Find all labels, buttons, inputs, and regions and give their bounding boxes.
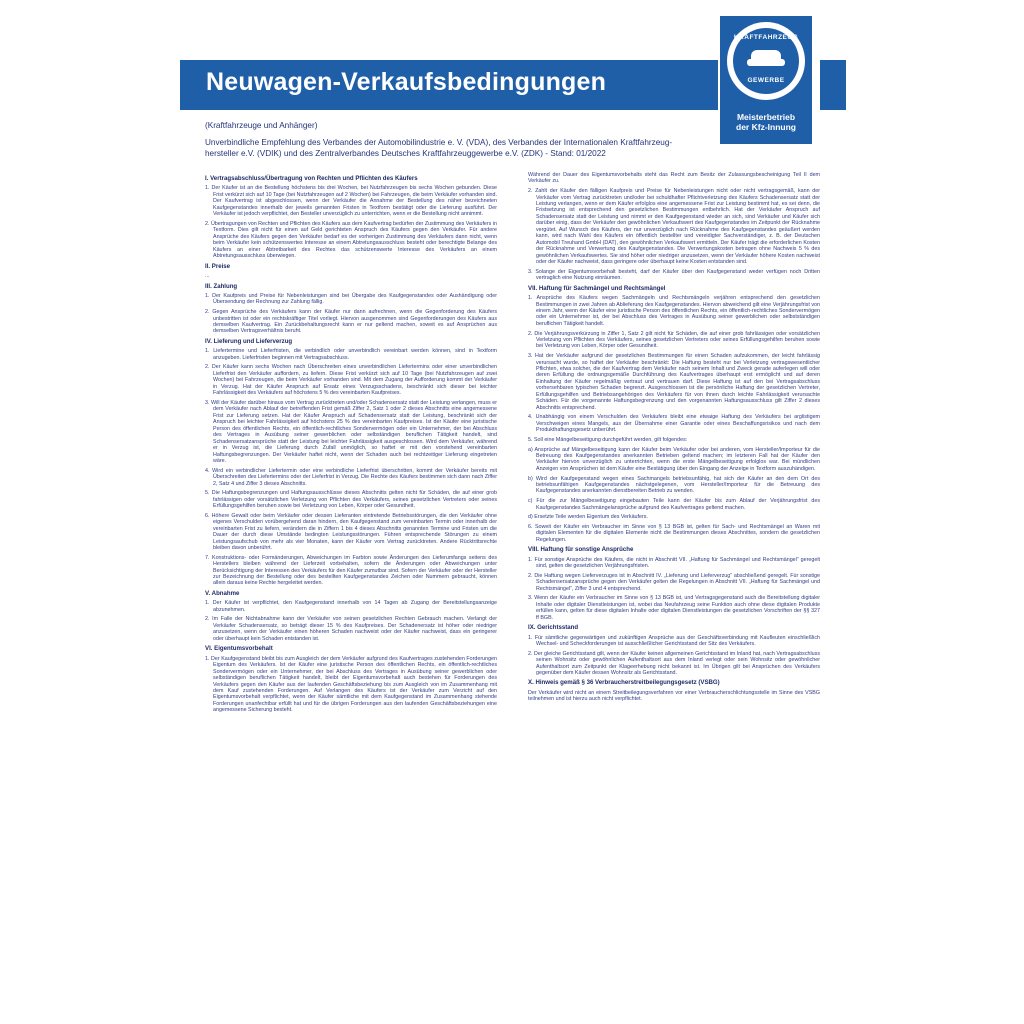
paragraph: b) Wird der Kaufgegenstand wegen eines Sachmangels betriebsunfähig, hat sich der Käufer an den dem Ort des betriebsunfähigen Kaufgegenstandes nächstgelegenen, vom Hersteller/Importeur für die Betreuung des Kaufgegenstandes anerkannten dienstbereiten Betrieb zu wenden. [528,475,820,495]
paragraph: 1. Der Kaufgegenstand bleibt bis zum Ausgleich der dem Verkäufer aufgrund des Kaufvertrages zustehenden Forderungen Eigentum des Verkäufers. Ist der Käufer eine juristische Person des öffentlichen Rechts, ein öffentlich-rechtliches Sondervermögen oder ein Unternehmer, der bei Abschluss des Vertrages in Ausübung seiner gewerblichen oder selbständigen beruflichen Tätigkeit handelt, bleibt der Eigentumsvorbehalt auch bestehen für Forderungen des Verkäufers gegen den Käufer aus der laufenden Geschäftsbeziehung bis zum Ausgleich von im Zusammenhang mit dem Kauf zustehenden Forderungen. Auf Verlangen des Käufers ist der Verkäufer zum Verzicht auf den Eigentumsvorbehalt verpflichtet, wenn der Käufer sämtliche mit dem Kaufgegenstand im Zusammenhang stehende Forderungen unanfechtbar erfüllt hat und für die übrigen Forderungen aus den laufenden Geschäftsbeziehungen eine angemessene Sicherung besteht. [205,655,497,714]
paragraph: 2. Die Haftung wegen Lieferverzuges ist in Abschnitt IV. „Lieferung und Lieferverzug“ abschließend geregelt. Für sonstige Schadensersatzansprüche gegen den Verkäufer gelten die Regelungen in Abschnitt VII. „Haftung für Sachmängel und Rechtsmängel“, Ziffer 3 und 4 entsprechend. [528,572,820,592]
paragraph: 5. Die Haftungsbegrenzungen und Haftungsausschlüsse dieses Abschnitts gelten nicht für Schäden, die auf einer grob fahrlässigen oder vorsätzlichen Verletzung von Pflichten des Verkäufers, seines gesetzlichen Vertreters oder seines Erfüllungsgehilfen beruhen sowie bei Verletzung von Leben, Körper oder Gesundheit. [205,490,497,510]
section-heading: X. Hinweis gemäß § 36 Verbraucherstreitbeilegungsgesetz (VSBG) [528,679,720,687]
paragraph: d) Ersetzte Teile werden Eigentum des Verkäufers. [528,514,648,521]
paragraph: 3. Hat der Verkäufer aufgrund der gesetzlichen Bestimmungen für einen Schaden aufzukommen, der leicht fahrlässig verursacht wurde, so haftet der Verkäufer beschränkt: Die Haftung besteht nur bei Verletzung vertragswesentlicher Pflichten, etwa solcher, die der Kaufvertrag dem Verkäufer nach seinem Inhalt und Zweck gerade auferlegen will oder deren Erfüllung die ordnungsgemäße Durchführung des Kaufvertrages überhaupt erst ermöglicht und auf deren Einhaltung der Käufer regelmäßig vertraut und vertrauen darf. Diese Haftung ist auf den bei Vertragsabschluss vorhersehbaren typischen Schaden begrenzt. Ausgeschlossen ist die persönliche Haftung der gesetzlichen Vertreter, Erfüllungsgehilfen und Betriebsangehörigen des Verkäufers für von ihnen durch leichte Fahrlässigkeit verursachte Schäden. Für die vorgenannte Haftungsbegrenzung und den vorgenannten Haftungsausschluss gilt Ziffer 2 dieses Abschnitts entsprechend. [528,353,820,411]
paragraph: 3. Solange der Eigentumsvorbehalt besteht, darf der Käufer über den Kaufgegenstand weder verfügen noch Dritten vertraglich eine Nutzung einräumen. [528,268,820,282]
paragraph: 1. Der Kaufpreis und Preise für Nebenleistungen sind bei Übergabe des Kaufgegenstandes oder Aushändigung oder Übersendung der Rechnung zur Zahlung fällig. [205,292,497,306]
paragraph: 2. Die Verjährungsverkürzung in Ziffer 1, Satz 2 gilt nicht für Schäden, die auf einer grob fahrlässigen oder vorsätzlichen Verletzung von Pflichten des Verkäufers, seines gesetzlichen Vertreters oder seines Erfüllungsgehilfen beruhen sowie bei Verletzung von Leben, Körper oder Gesundheit. [528,330,820,350]
paragraph: 1. Der Käufer ist an die Bestellung höchstens bis drei Wochen, bei Nutzfahrzeugen bis sechs Wochen gebunden. Diese Frist verkürzt sich auf 10 Tage (bei Nutzfahrzeugen auf 2 Wochen) bei Fahrzeugen, die beim Verkäufer vorhanden sind. Der Kaufvertrag ist abgeschlossen, wenn der Verkäufer die Annahme der Bestellung des näher bezeichneten Kaufgegenstandes innerhalb der jeweils genannten Fristen in Textform bestätigt oder die Lieferung ausführt. Der Verkäufer ist jedoch verpflichtet, den Besteller unverzüglich zu unterrichten, wenn er die Bestellung nicht annimmt. [205,185,497,218]
section-heading: I. Vertragsabschluss/Übertragung von Rechten und Pflichten des Käufers [205,175,418,182]
paragraph: 2. Im Falle der Nichtabnahme kann der Verkäufer von seinen gesetzlichen Rechten Gebrauch machen. Verlangt der Verkäufer Schadensersatz, so beträgt dieser 15 % des Kaufpreises. Der Schadenersatz ist höher oder niedriger anzusetzen, wenn der Verkäufer einen höheren Schaden nachweist oder der Käufer nachweist, dass ein geringerer oder überhaupt kein Schaden entstanden ist. [205,616,497,642]
paragraph: 7. Konstruktions- oder Formänderungen, Abweichungen im Farbton sowie Änderungen des Lieferumfangs seitens des Herstellers bleiben während der Lieferzeit vorbehalten, sofern die Änderungen oder Abweichungen unter Berücksichtigung der Interessen des Verkäufers für den Käufer zumutbar sind. Sofern der Verkäufer oder der Hersteller zur Bezeichnung der Bestellung oder des bestellten Kaufgegenstandes Zeichen oder Nummern gebraucht, können allein daraus keine Rechte hergeleitet werden. [205,554,497,587]
paragraph: 2. Der gleiche Gerichtsstand gilt, wenn der Käufer keinen allgemeinen Gerichtsstand im Inland hat, nach Vertragsabschluss seinen Wohnsitz oder gewöhnlichen Aufenthaltsort aus dem Inland verlegt oder sein Wohnsitz oder gewöhnlicher Aufenthaltsort zum Zeitpunkt der Klageerhebung nicht bekannt ist. Im Übrigen gilt bei Ansprüchen des Verkäufers gegenüber dem Käufer dessen Wohnsitz als Gerichtsstand. [528,650,820,676]
paragraph: 4. Wird ein verbindlicher Liefertermin oder eine verbindliche Lieferfrist überschritten, kommt der Verkäufer bereits mit Überschreiten des Liefertermins oder der Lieferfrist in Verzug. Die Rechte des Käufers bestimmen sich dann nach Ziffer 2, Satz 4 und Ziffer 3 dieses Abschnitts. [205,467,497,487]
paragraph: 6. Soweit der Käufer ein Verbraucher im Sinne von § 13 BGB ist, gelten für Sach- und Rechtsmängel an Waren mit digitalen Elementen für die digitalen Elemente nicht die Bestimmungen dieses Abschnittes, sondern die gesetzlichen Regelungen. [528,523,820,543]
subtitle: (Kraftfahrzeuge und Anhänger) Unverbindliche Empfehlung des Verbandes der Automobilindustrie e. V. (VDA), des Verbandes der Internationalen Kraftfahrzeug- hersteller e.V. (VDIK) und des Zentralverbandes Deutsches Kraftfahrzeuggewerbe e.V. (ZDK) - Stand: 01/2022 [205,121,673,158]
paragraph: 3. Wenn der Käufer ein Verbraucher im Sinne von § 13 BGB ist, und Vertragsgegenstand auch die Bereitstellung digitaler Inhalte oder digitaler Dienstleistungen ist, wobei das Neufahrzeug seine Funktion auch ohne diese digitalen Produkte erfüllen kann, gelten für diese digitalen Inhalte oder digitalen Dienstleistungen die gesetzlichen Vorschriften der §§ 327 ff BGB. [528,595,820,621]
seal-bottom-text: GEWERBE [747,77,785,84]
paragraph: ... [205,273,210,280]
paragraph: 1. Liefertermine und Lieferfristen, die verbindlich oder unverbindlich vereinbart werden können, sind in Textform anzugeben. Lieferfristen beginnen mit Vertragsabschluss. [205,348,497,361]
page-title: Neuwagen-Verkaufsbedingungen [206,68,607,96]
title-bar-tail [820,60,846,110]
paragraph: 1. Für sonstige Ansprüche des Käufers, die nicht in Abschnitt VII. „Haftung für Sachmängel und Rechtsmängel“ geregelt sind, gelten die gesetzlichen Verjährungsfristen. [528,556,820,570]
paragraph: 2. Gegen Ansprüche des Verkäufers kann der Käufer nur dann aufrechnen, wenn die Gegenforderung des Käufers unbestritten ist oder ein rechtskräftiger Titel vorliegt. Hiervon ausgenommen sind Gegenforderungen des Käufers aus demselben Kaufvertrag. Ein Zurückbehaltungsrecht kann er nur geltend machen, soweit es auf Ansprüchen aus demselben Vertragsverhältnis beruht. [205,309,497,335]
section-heading: V. Abnahme [205,589,240,597]
guild-seal [727,22,805,100]
section-heading: VII. Haftung für Sachmängel und Rechtsmängel [528,284,666,292]
paragraph: 1. Der Käufer ist verpflichtet, den Kaufgegenstand innerhalb von 14 Tagen ab Zugang der Bereitstellungsanzeige abzunehmen. [205,600,497,613]
paragraph: 4. Unabhängig von einem Verschulden des Verkäufers bleibt eine etwaige Haftung des Verkäufers bei arglistigem Verschweigen eines Mangels, aus der Übernahme einer Garantie oder eines Beschaffungsrisikos und nach dem Produkthaftungsgesetz unberührt. [528,414,820,434]
right-column [528,172,820,706]
paragraph: 1. Für sämtliche gegenwärtigen und zukünftigen Ansprüche aus der Geschäftsverbindung mit Kaufleuten einschließlich Wechsel- und Scheckforderungen ist ausschließlicher Gerichtsstand der Sitz des Verkäufers. [528,634,820,647]
section-heading: IV. Lieferung und Lieferverzug [205,337,293,345]
paragraph: a) Ansprüche auf Mängelbeseitigung kann der Käufer beim Verkäufer oder bei anderen, vom Hersteller/Importeur für die Betreuung des Kaufgegenstandes anerkannten Betrieben geltend machen; im letzteren Fall hat der Käufer den Verkäufer hiervon unverzüglich zu unterrichten, wenn die erste Mängelbeseitigung erfolglos war. Bei mündlichen Anzeigen von Ansprüchen ist dem Käufer eine Bestätigung über den Eingang der Anzeige in Textform auszuhändigen. [528,446,820,472]
paragraph: 2. Zahlt der Käufer den fälligen Kaufpreis und Preise für Nebenleistungen nicht oder nicht vertragsgemäß, kann der Verkäufer vom Vertrag zurücktreten und/oder bei schuldhafter Pflichtverletzung des Käufers Schadensersatz statt der Leistung verlangen, wenn er dem Käufer erfolglos eine angemessene Frist zur Leistung bestimmt hat, es sei denn, die Fristsetzung ist entsprechend den gesetzlichen Bestimmungen entbehrlich. Hat der Verkäufer Anspruch auf Schadensersatz statt der Leistung und nimmt er den Kaufgegenstand wieder an sich, sind Verkäufer und Käufer sich darüber einig, dass der Verkäufer den gewöhnlichen Verkaufswert des Kaufgegenstandes im Zeitpunkt der Rücknahme vergütet. Auf Wunsch des Käufers, der nur unverzüglich nach Rücknahme des Kaufgegenstandes geäußert werden kann, wird nach Wahl des Käufers ein öffentlich bestellter und vereidigter Sachverständiger, z. B. der Deutschen Automobil Treuhand GmbH (DAT), den gewöhnlichen Verkaufswert ermitteln. Der Käufer trägt die erforderlichen Kosten der Rücknahme und Verwertung des Kaufgegenstandes. Die Verwertungskosten betragen ohne Nachweis 5 % des gewöhnlichen Verkaufswertes. Sie sind höher oder niedriger anzusetzen, wenn der Verkäufer höhere Kosten nachweist oder der Käufer nachweist, dass geringere oder überhaupt keine Kosten entstanden sind. [528,188,820,266]
paragraph: c) Für die zur Mängelbeseitigung eingebauten Teile kann der Käufer bis zum Ablauf der Verjährungsfrist des Kaufgegenstandes Sachmängelansprüche aufgrund des Kaufvertrages geltend machen. [528,498,820,511]
section-heading: III. Zahlung [205,282,238,290]
section-heading: II. Preise [205,262,231,270]
paragraph: Der Verkäufer wird nicht an einem Streitbeilegungsverfahren vor einer Verbraucherschlichtungsstelle im Sinne des VSBG teilnehmen und ist hierzu auch nicht verpflichtet. [528,689,820,703]
paragraph: 5. Soll eine Mängelbeseitigung durchgeführt werden, gilt folgendes: [528,436,688,443]
paragraph: 2. Übertragungen von Rechten und Pflichten des Käufers aus dem Kaufvertrag bedürfen der Zustimmung des Verkäufers in Textform. Dies gilt nicht für einen auf Geld gerichteten Anspruch des Käufers gegen den Verkäufer. Für andere Ansprüche des Käufers gegen den Verkäufer bedarf es der vorherigen Zustimmung des Verkäufers dann nicht, wenn beim Verkäufer kein schützenswertes Interesse an einem Abtretungsausschluss besteht oder berechtigte Belange des Käufers an einer Abtretbarkeit des Rechtes das schützenswerte Interesse des Verkäufers an einem Abtretungsausschluss überwiegen. [205,220,497,260]
left-column [205,172,497,717]
paragraph: Während der Dauer des Eigentumsvorbehalts steht das Recht zum Besitz der Zulassungsbescheinigung Teil II dem Verkäufer zu. [528,172,820,185]
paragraph: 1. Ansprüche des Käufers wegen Sachmängeln und Rechtsmängeln verjähren entsprechend den gesetzlichen Bestimmungen in zwei Jahren ab Ablieferung des Kaufgegenstandes. Hiervon abweichend gilt eine Verjährungsfrist von einem Jahr, wenn der Käufer eine juristische Person des öffentlichen Rechts, ein öffentlich-rechtliches Sondervermögen oder ein Unternehmer ist, der bei Abschluss des Vertrages in Ausübung seiner gewerblichen oder selbstständigen beruflichen Tätigkeit handelt. [528,295,820,327]
seal-top-text: KRAFTFAHRZEUG [733,34,799,41]
section-heading: VIII. Haftung für sonstige Ansprüche [528,546,634,554]
paragraph: 2. Der Käufer kann sechs Wochen nach Überschreiten eines unverbindlichen Liefertermins oder einer unverbindlichen Lieferfrist den Verkäufer auffordern, zu liefern. Diese Frist verkürzt sich auf 10 Tage (bei Nutzfahrzeugen auf zwei Wochen) bei Fahrzeugen, die beim Verkäufer vorhanden sind. Mit dem Zugang der Aufforderung kommt der Verkäufer in Verzug. Hat der Käufer Anspruch auf Ersatz eines Verzugsschadens, beschränkt sich dieser bei leichter Fahrlässigkeit des Verkäufers auf höchstens 5 % des vereinbarten Kaufpreises. [205,364,497,397]
car-icon [751,50,781,66]
paragraph: 3. Will der Käufer darüber hinaus vom Vertrag zurücktreten und/oder Schadensersatz statt der Leistung verlangen, muss er dem Verkäufer nach Ablauf der betreffenden Frist gemäß Ziffer 2, Satz 1 oder 2 dieses Abschnitts eine angemessene Frist zur Lieferung setzen. Hat der Käufer Anspruch auf Schadensersatz statt der Leistung, beschränkt sich der Anspruch bei leichter Fahrlässigkeit auf höchstens 25 % des vereinbarten Kaufpreises. Ist der Käufer eine juristische Person des öffentlichen Rechts, ein öffentlich-rechtliches Sondervermögen oder ein Unternehmer, der bei Abschluss des Vertrages in Ausübung seiner gewerblichen oder selbständigen beruflichen Tätigkeit handelt, sind Schadensersatzansprüche statt der Leistung bei leichter Fahrlässigkeit ausgeschlossen. Wird dem Verkäufer, während er in Verzug ist, die Lieferung durch Zufall unmöglich, so haftet er mit den vorstehend vereinbarten Haftungsbegrenzungen. Der Verkäufer haftet nicht, wenn der Schaden auch bei rechtzeitiger Lieferung eingetreten wäre. [205,399,497,464]
section-heading: VI. Eigentumsvorbehalt [205,645,273,653]
paragraph: 6. Höhere Gewalt oder beim Verkäufer oder dessen Lieferanten eintretende Betriebsstörungen, die den Verkäufer ohne eigenes Verschulden vorübergehend daran hindern, den Kaufgegenstand zum vereinbarten Termin oder innerhalb der vereinbarten Frist zu liefern, verändern die in Ziffern 1 bis 4 dieses Abschnitts genannten Termine und Fristen um die Dauer der durch diese Umstände bedingten Leistungsstörungen. Führen entsprechende Störungen zu einem Leistungsaufschub von mehr als vier Monaten, kann der Käufer vom Vertrag zurücktreten. Andere Rücktrittsrechte bleiben davon unberührt. [205,512,497,551]
badge-caption: Meisterbetrieb der Kfz-Innung [736,112,796,132]
section-heading: IX. Gerichtsstand [528,624,579,632]
